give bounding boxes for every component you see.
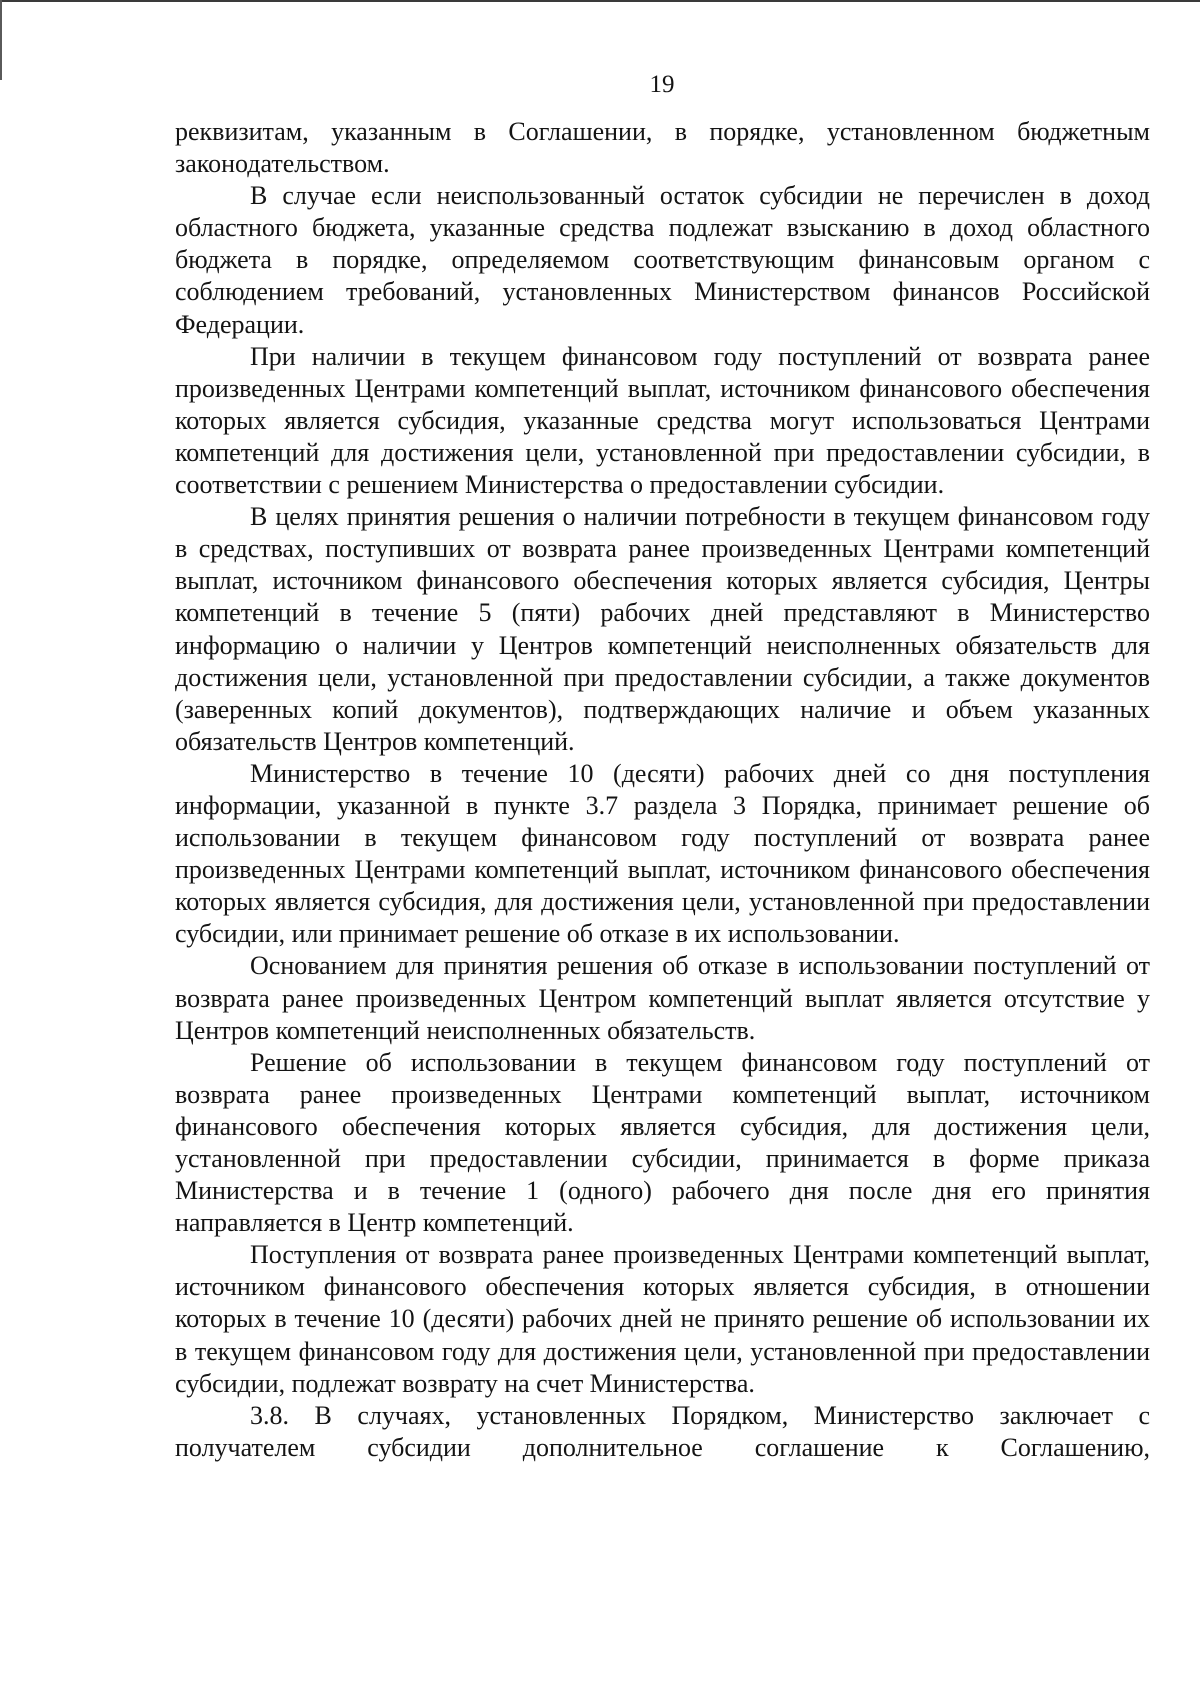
document-body [175, 116, 1150, 1464]
paragraph-ministry-decision: Министерство в течение 10 (десяти) рабочих дней со дня поступления информации, указанной в пункте 3.7 раздела 3 Порядка, принимает решение об использовании в текущем финансовом году поступлений от возврата ранее произведенных Центрами компетенций выплат, источником финансового обеспечения которых является субсидия, для достижения цели, установленной при предоставлении субсидии, или принимает решение об отказе в их использовании. [175, 758, 1150, 949]
paragraph-3-8: 3.8. В случаях, установленных Порядком, Министерство заключает с получателем субсидии дополнительное соглашение к Соглашению, [175, 1400, 1150, 1462]
page-number: 19 [649, 71, 675, 98]
paragraph-return-to-account: Поступления от возврата ранее произведенных Центрами компетенций выплат, источником финансового обеспечения которых является субсидия, в отношении которых в течение 10 (десяти) рабочих дней не принято решение об использовании их в текущем финансовом году для достижения цели, установленной при предоставлении субсидии, подлежат возврату на счет Министерства. [175, 1240, 1150, 1398]
scan-border-top [0, 0, 1200, 2]
paragraph-current-year-receipts: При наличии в текущем финансовом году поступлений от возврата ранее произведенных Центрами компетенций выплат, источником финансового обеспечения которых является субсидия, указанные средства могут использоваться Центрами компетенций для достижения цели, установленной при предоставлении субсидии, в соответствии с решением Министерства о предоставлении субсидии. [175, 341, 1150, 500]
paragraph-order-form: Решение об использовании в текущем финансовом году поступлений от возврата ранее произведенных Центрами компетенций выплат, источником финансового обеспечения которых является субсидия, для достижения цели, установленной при предоставлении субсидии, принимается в форме приказа Министерства и в течение 1 (одного) рабочего дня после дня его принятия направляется в Центр компетенций. [175, 1047, 1150, 1238]
paragraph-unused-balance: В случае если неиспользованный остаток субсидии не перечислен в доход областного бюджета, указанные средства подлежат взысканию в доход областного бюджета в порядке, определяемом соответствующим финансовым органом с соблюдением требований, установленных Министерством финансов Российской Федерации. [175, 181, 1150, 339]
paragraph-refusal-grounds: Основанием для принятия решения об отказе в использовании поступлений от возврата ранее произведенных Центром компетенций выплат является отсутствие у Центров компетенций неисполненных обязательств. [175, 951, 1150, 1045]
scan-border-left [0, 0, 2, 80]
paragraph-need-decision: В целях принятия решения о наличии потребности в текущем финансовом году в средствах, поступивших от возврата ранее произведенных Центрами компетенций выплат, источником финансового обеспечения которых является субсидия, Центры компетенций в течение 5 (пяти) рабочих дней представляют в Министерство информацию о наличии у Центров компетенций неисполненных обязательств для достижения цели, установленной при предоставлении субсидии, а также документов (заверенных копий документов), подтверждающих наличие и объем указанных обязательств Центров компетенций. [175, 502, 1150, 756]
paragraph-continuation: реквизитам, указанным в Соглашении, в порядке, установленном бюджетным законодательством. [175, 117, 1150, 179]
